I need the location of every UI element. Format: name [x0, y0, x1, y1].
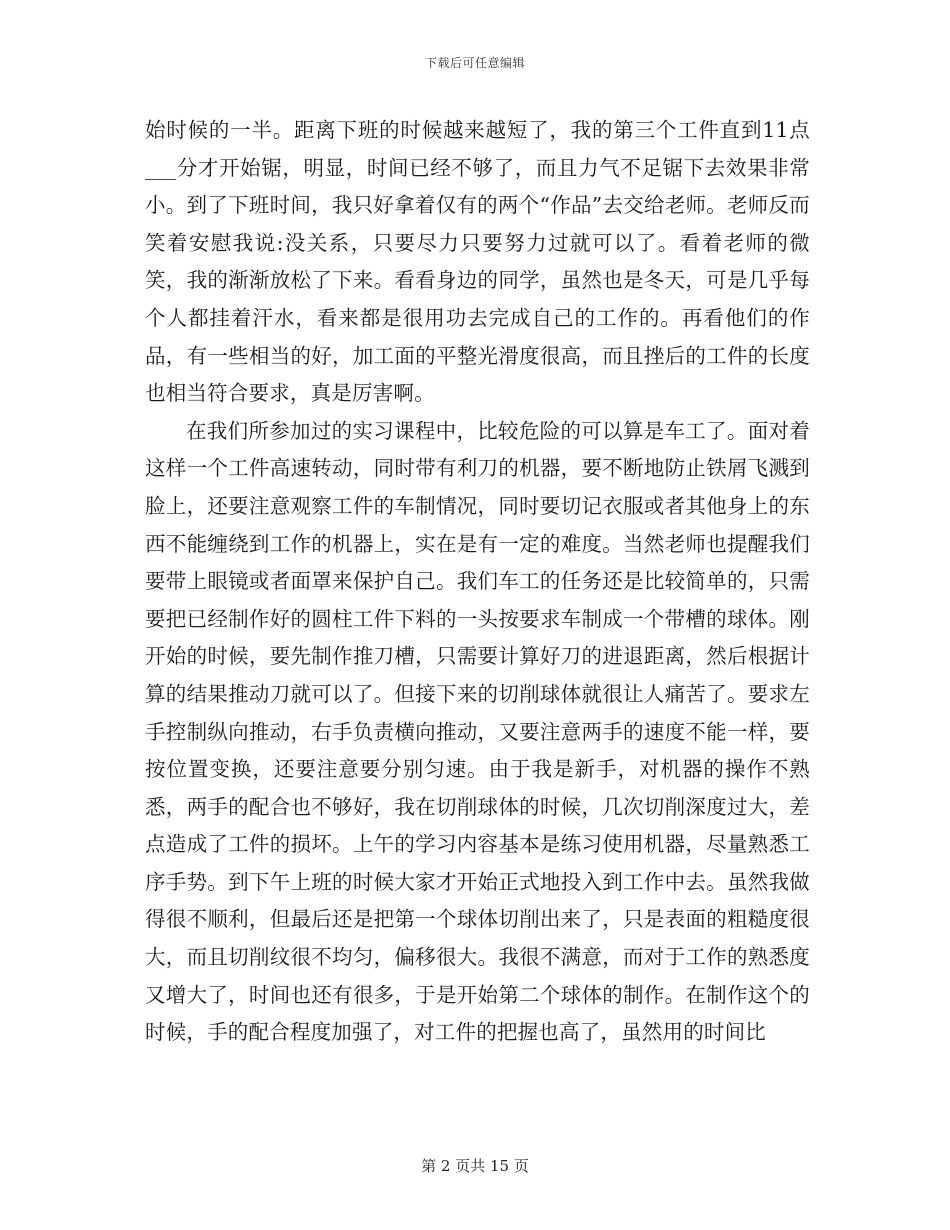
document-body — [145, 112, 810, 1052]
page-number-footer: 第 2 页共 15 页 — [421, 1157, 529, 1175]
paragraph-2: 在我们所参加过的实习课程中，比较危险的可以算是车工了。面对着这样一个工件高速转动，同时带有利刀的机器，要不断地防止铁屑飞溅到脸上，还要注意观察工件的车制情况，同时要切记衣服或者其他身上的东西不能缠绕到工作的机器上，实在是有一定的难度。当然老师也提醒我们要带上眼镜或者面罩来保护自己。我们车工的任务还是比较简单的，只需要把已经制作好的圆柱工件下料的一头按要求车制成一个带槽的球体。刚开始的时候，要先制作推刀槽，只需要计算好刀的进退距离，然后根据计算的结果推动刀就可以了。但接下来的切削球体就很让人痛苦了。要求左手控制纵向推动，右手负责横向推动，又要注意两手的速度不能一样，要按位置变换，还要注意要分别匀速。由于我是新手，对机器的操作不熟悉，两手的配合也不够好，我在切削球体的时候，几次切削深度过大，差点造成了工件的损坏。上午的学习内容基本是练习使用机器，尽量熟悉工序手势。到下午上班的时候大家才开始正式地投入到工作中去。虽然我做得很不顺利，但最后还是把第一个球体切削出来了，只是表面的粗糙度很大，而且切削纹很不均匀，偏移很大。我很不满意，而对于工作的熟悉度又增大了，时间也还有很多，于是开始第二个球体的制作。在制作这个的时候，手的配合程度加强了，对工件的把握也高了，虽然用的时间比 — [145, 418, 810, 1045]
page-header: 下载后可任意编辑 — [424, 56, 525, 70]
paragraph-1: 始时候的一半。距离下班的时候越来越短了，我的第三个工件直到11点___分才开始锯，明显，时间已经不够了，而且力气不足锯下去效果非常小。到了下班时间，我只好拿着仅有的两个“作品”去交给老师。老师反而笑着安慰我说:没关系，只要尽力只要努力过就可以了。看着老师的微笑，我的渐渐放松了下来。看看身边的同学，虽然也是冬天，可是几乎每个人都挂着汗水，看来都是很用功去完成自己的工作的。再看他们的作品，有一些相当的好，加工面的平整光滑度很高，而且挫后的工件的长度也相当符合要求，真是厉害啊。 — [145, 118, 810, 406]
